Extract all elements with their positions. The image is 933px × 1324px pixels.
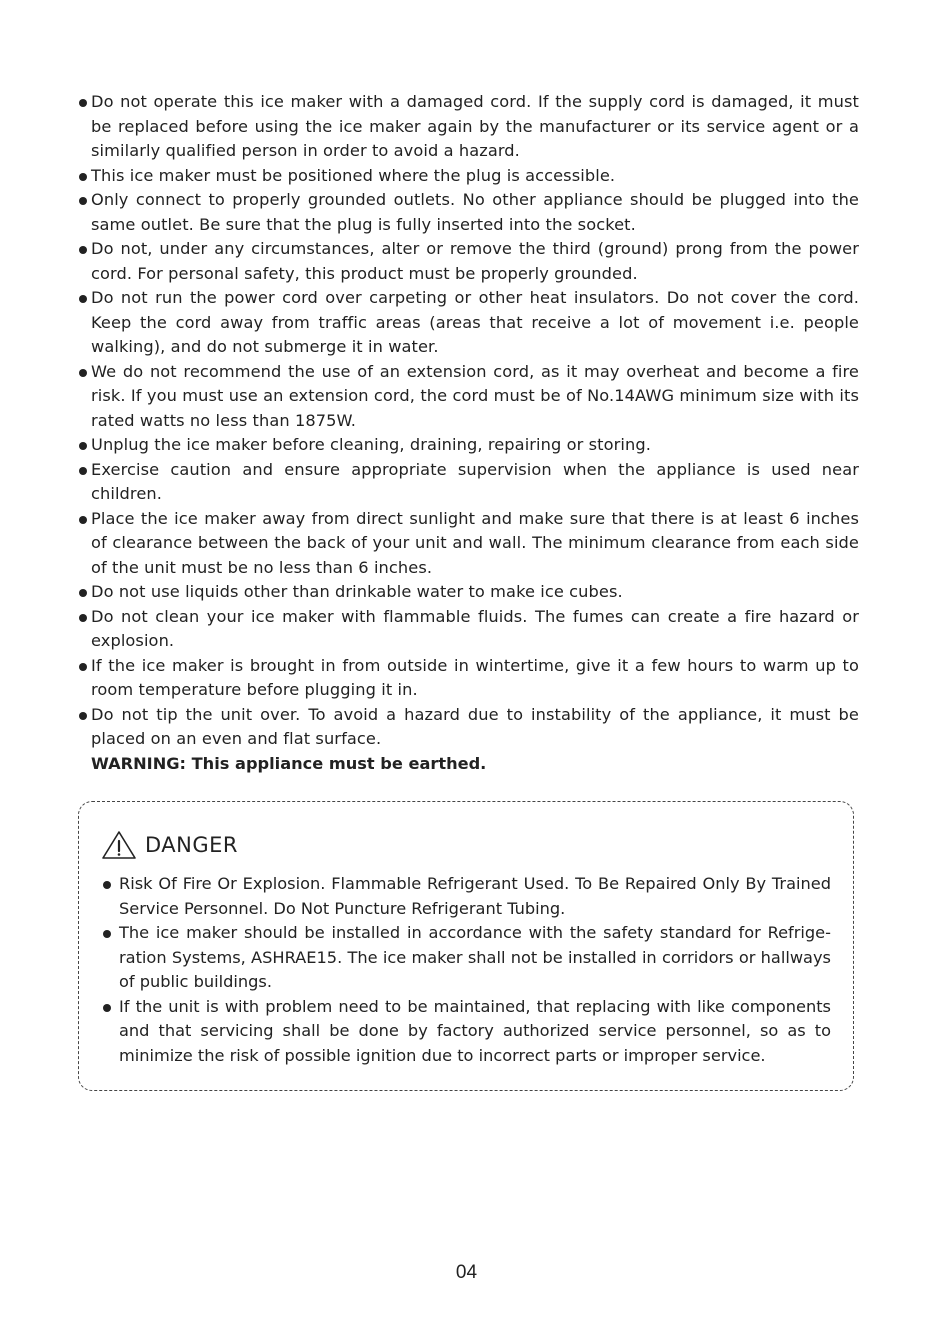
warning-triangle-icon [101,830,137,860]
safety-item [77,580,859,605]
safety-item-text: Unplug the ice maker before cleaning, draining, repairing or storing. [91,435,651,454]
safety-item-text: Do not use liquids other than drinkable water to make ice cubes. [91,582,623,601]
danger-item [101,995,831,1069]
bullet-icon [79,173,87,181]
danger-list [101,872,831,1068]
safety-item [77,237,859,286]
safety-item-text: Place the ice maker away from direct sunlight and make sure that there is at least 6 inches of clearance between the back of your unit and wall. The minimum clearance from each side of the unit must be no less than 6 inches. [91,508,859,577]
bullet-icon [79,614,87,622]
safety-item-text: Do not operate this ice maker with a damaged cord. If the supply cord is damaged, it must be replaced before using the ice maker again by the manufacturer or its service agent or a similarly qualified person in order to avoid a hazard. [91,92,859,160]
page-number: 04 [455,1262,478,1283]
safety-item-text: Exercise caution and ensure appropriate supervision when the appliance is used near children. [91,459,859,503]
earthing-warning: WARNING: This appliance must be earthed. [91,753,487,773]
danger-item-text: The ice maker should be installed in accordance with the safety standard for Refrige-ration Systems, ASHRAE15. The ice maker shall not be installed in corridors or hallways of public buildings. [119,923,831,991]
safety-item [77,360,859,434]
safety-item [77,433,859,458]
safety-item-text: Only connect to properly grounded outlets. No other appliance should be plugged into the same outlet. Be sure that the plug is fully inserted into the socket. [91,190,859,234]
safety-item [77,654,859,703]
safety-item-text: We do not recommend the use of an extension cord, as it may overheat and become a fire risk. If you must use an extension cord, the cord must be of No.14AWG minimum size with its rated watts no less than 1875W. [91,361,859,430]
bullet-icon [79,246,87,254]
danger-title: DANGER [145,833,239,857]
safety-item-text: Do not, under any circumstances, alter or remove the third (ground) prong from the power cord. For personal safety, this product must be properly grounded. [91,239,859,283]
safety-item [77,90,859,164]
safety-item [77,605,859,654]
safety-item [77,507,859,581]
bullet-icon [79,442,87,450]
bullet-icon [79,589,87,597]
bullet-icon [79,369,87,377]
safety-item [77,286,859,360]
danger-box [78,801,854,1091]
safety-item [77,188,859,237]
bullet-icon [103,881,111,889]
safety-item-text: Do not tip the unit over. To avoid a hazard due to instability of the appliance, it must be placed on an even and flat surface. [91,704,859,748]
safety-instructions-list [77,90,859,776]
bullet-icon [79,663,87,671]
safety-item-text: Do not run the power cord over carpeting or other heat insulators. Do not cover the cord. Keep the cord away from traffic areas (areas that receive a lot of movement i.e. people walking), and do not submerge it in water. [91,288,859,356]
bullet-icon [79,516,87,524]
bullet-icon [79,712,87,720]
bullet-icon [79,467,87,475]
safety-item-text: If the ice maker is brought in from outside in wintertime, give it a few hours to warm up to room temperature before plugging it in. [91,655,859,699]
danger-heading [101,830,238,860]
bullet-icon [79,295,87,303]
safety-item [77,703,859,752]
safety-item-text: This ice maker must be positioned where the plug is accessible. [91,165,616,185]
safety-item-text: Do not clean your ice maker with flammable fluids. The fumes can create a fire hazard or explosion. [91,606,859,650]
bullet-icon [103,930,111,938]
safety-item [77,458,859,507]
bullet-icon [79,197,87,205]
danger-item [101,921,831,995]
bullet-icon [103,1004,111,1012]
danger-item-text: Risk Of Fire Or Explosion. Flammable Refrigerant Used. To Be Repaired Only By Trained Service Personnel. Do Not Puncture Refrigerant Tubing. [119,874,831,918]
bullet-icon [79,99,87,107]
safety-item [77,164,859,189]
danger-item [101,872,831,921]
danger-item-text: If the unit is with problem need to be maintained, that replacing with like components and that servicing shall be done by factory authorized service personnel, so as to minimize the risk of possible ignition due to incorrect parts or improper service. [119,996,831,1065]
